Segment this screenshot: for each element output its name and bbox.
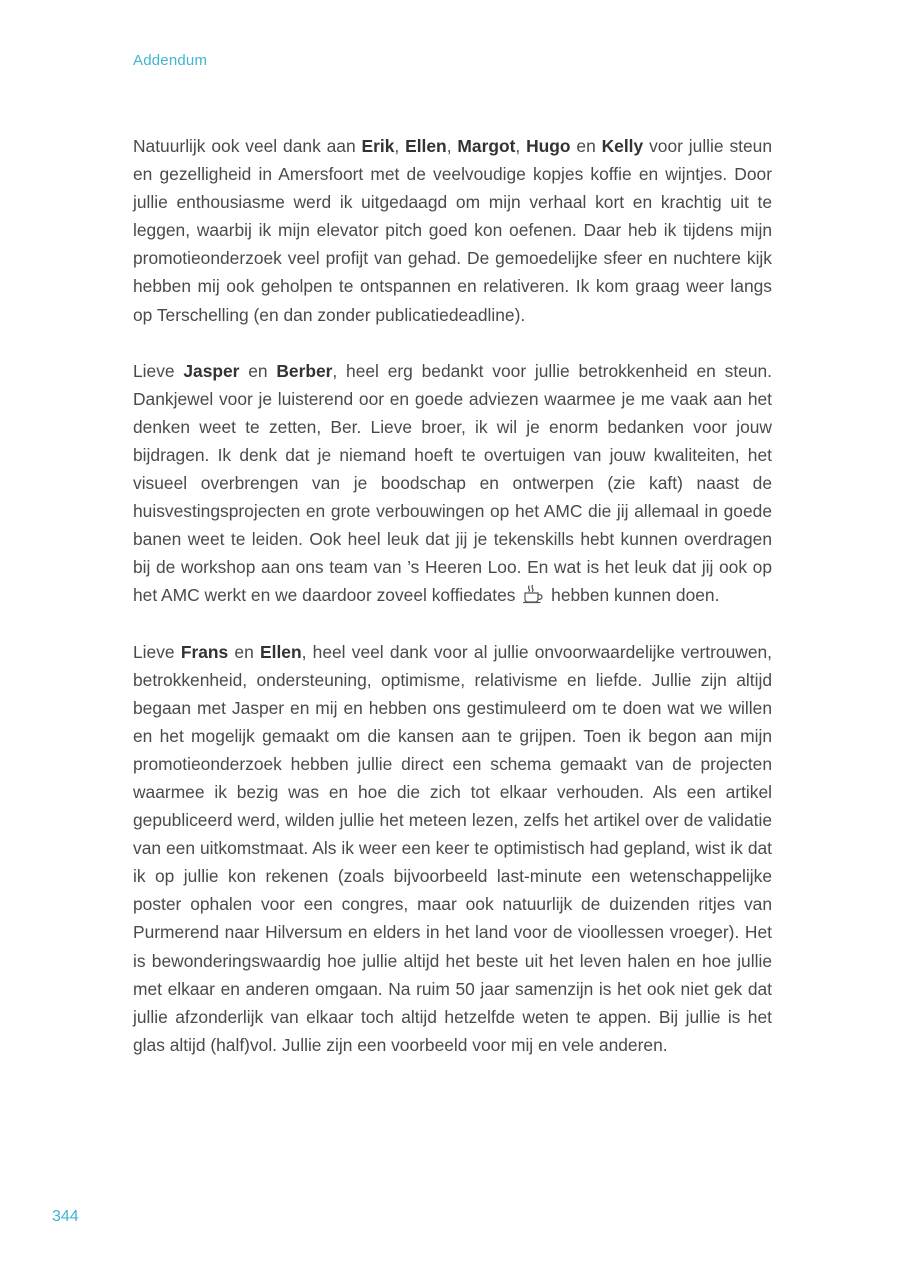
text-run: Lieve (133, 641, 181, 662)
bold-name: Ellen (405, 136, 447, 156)
bold-name: Hugo (526, 136, 571, 156)
bold-name: Frans (180, 641, 229, 662)
text-run: , heel erg bedankt voor jullie betrokkenheid en steun. Dankjewel voor je luisterend oor en goede adviezen waarmee je me vaak aan het denken weet te zetten, Ber. Lieve broer, ik wil je enorm bedanken voor jouw bijdragen. Ik denk dat je niemand hoeft te overtuigen van jouw kwaliteiten, het visueel overbrengen van je boodschap en ontwerpen (zie kaft) naast de huisvestingsprojecten en grote verbouwingen op het AMC die jij allemaal in goede banen weet te leiden. Ook heel leuk dat jij je tekenskills hebt kunnen overdragen bij de workshop aan ons team van ’s Heeren Loo. En wat is het leuk dat jij ook op het AMC werkt en we daardoor zoveel koffiedates (133, 360, 773, 606)
paragraph (133, 132, 772, 329)
bold-name: Kelly (601, 136, 644, 156)
bold-name: Erik (361, 136, 395, 156)
text-run: Natuurlijk ook veel dank aan (133, 136, 362, 156)
text-run: , (446, 136, 458, 156)
text-run: , (515, 136, 527, 156)
text-run: en (239, 360, 277, 381)
text-run: hebben kunnen doen. (546, 585, 720, 606)
bold-name: Jasper (183, 360, 240, 381)
running-header: Addendum (133, 52, 208, 69)
page-number: 344 (52, 1208, 79, 1225)
text-run: , heel veel dank voor al jullie onvoorwaardelijke vertrouwen, betrokkenheid, ondersteuning, optimisme, relativisme en liefde. Jullie zijn altijd begaan met Jasper en mij en hebben ons gestimuleerd om te doen wat we willen en het mogelijk gemaakt om die kansen aan te grijpen. Toen ik begon aan mijn promotieonderzoek hebben jullie direct een schema gemaakt van de projecten waarmee ik bezig was en hoe die zich tot elkaar verhouden. Als een artikel gepubliceerd werd, wilden jullie het meteen lezen, zelfs het artikel over de validatie van een uitkomstmaat. Als ik weer een keer te optimistisch had gepland, wist ik dat ik op jullie kon rekenen (zoals bijvoorbeeld last-minute een wetenschappelijke poster ophalen voor een congres, maar ook natuurlijk de duizenden ritjes van Purmerend naar Hilversum en elders in het land voor de vioollessen vroeger). Het is bewonderingswaardig hoe jullie altijd het beste uit het leven halen en hoe jullie met elkaar en anderen omgaan. Na ruim 50 jaar samenzijn is het ook niet gek dat jullie afzonderlijk van elkaar toch altijd hetzelfde weten te appen. Bij jullie is het glas altijd (half)vol. Jullie zijn een voorbeeld voor mij en vele anderen. (133, 641, 773, 1055)
bold-name: Ellen (260, 641, 302, 662)
body-text (133, 132, 772, 1087)
bold-name: Margot (457, 136, 516, 156)
paragraph (133, 638, 772, 1059)
text-run: en (570, 136, 602, 156)
paragraph (133, 357, 772, 610)
bold-name: Berber (276, 360, 333, 381)
coffee-cup-icon (522, 584, 544, 604)
text-run: Lieve (133, 360, 184, 381)
text-run: en (228, 641, 261, 662)
text-run: , (394, 136, 406, 156)
text-run: voor jullie steun en gezelligheid in Amersfoort met de veelvoudige kopjes koffie en wijntjes. Door jullie enthousiasme werd ik uitgedaagd om mijn verhaal kort en krachtig uit te leggen, waarbij ik mijn elevator pitch goed kon oefenen. Daar heb ik tijdens mijn promotieonderzoek veel profijt van gehad. De gemoedelijke sfeer en nuchtere kijk hebben mij ook geholpen te ontspannen en relativeren. Ik kom graag weer langs op Terschelling (en dan zonder publicatiedeadline). (133, 136, 772, 325)
